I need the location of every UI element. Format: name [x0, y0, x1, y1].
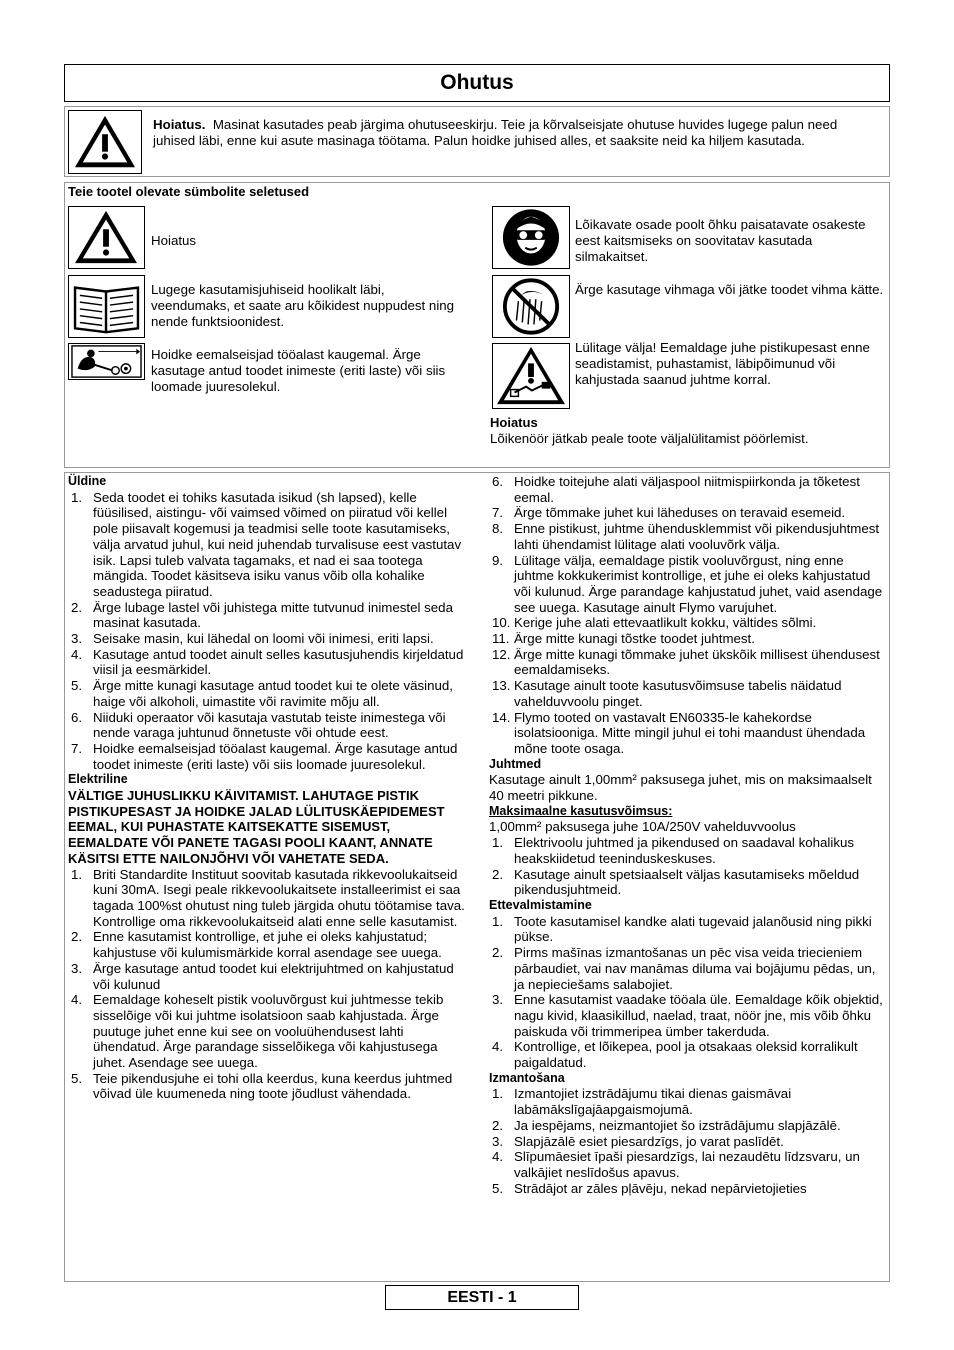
symbol-text-no-rain: Ärge kasutage vihmaga või jätke toodet vihma kätte.	[575, 282, 884, 297]
symbol-text-unplug: Lülitage välja! Eemaldage juhe pistikupesast enne seadistamist, puhastamist, läbipõimunud või kahjustada saanud juhtme korral.	[575, 340, 870, 387]
list-number: 1.	[492, 913, 504, 929]
list-item	[68, 631, 466, 647]
symbol-text-eye-protection: Lõikavate osade poolt õhku paisatavate osakeste eest kaitsmiseks on soovitatav kasutada silmakaitset.	[575, 217, 866, 264]
list-item-text: Briti Standardite Instituut soovitab kasutada rikkevoolukaitseid kuni 30mA. Isegi peale rikkevoolukaitsete installeerimist ei saa tagada 100%st ohutust ning tuleb järgida ohutu töötamise tava. Kontrollige oma rikkevoolukaitseid alati enne selle kasutamist.	[93, 866, 465, 929]
list-item-text: Slapjāzālē esiet piesardzīgs, jo varat paslīdēt.	[514, 1133, 784, 1149]
list-item-text: Ärge kasutage antud toodet kui elektrijuhtmed on kahjustatud või kulunud	[93, 960, 454, 992]
list-number: 2.	[71, 929, 83, 945]
list-item-text: Ärge mitte kunagi tõmmake juhet ükskõik millisest ühendusest eemaldamiseks.	[514, 646, 880, 678]
list-number: 3.	[71, 960, 83, 976]
list-number: 13.	[492, 678, 511, 694]
list-item	[68, 490, 466, 600]
list-number: 4.	[492, 1039, 504, 1055]
list-number: 5.	[71, 1070, 83, 1086]
note-text: Lõikenöör jätkab peale toote väljalülitamist pöörlemist.	[490, 431, 809, 446]
list-item-text: Ja iespējams, neizmantojiet šo izstrādājumu slapjāzālē.	[514, 1117, 841, 1133]
list-item	[68, 867, 466, 930]
list-number: 3.	[492, 1133, 504, 1149]
warning-text-block	[153, 117, 881, 149]
list-number: 10.	[492, 615, 511, 631]
left-column	[68, 474, 466, 1102]
list-item-text: Hoidke eemalseisjad tööalast kaugemal. Ärge kasutage antud toodet inimeste (eriti laste) või siis loomade juuresolekul.	[93, 740, 458, 772]
list-number: 4.	[492, 1149, 504, 1165]
list-item-text: Enne pistikust, juhtme ühendusklemmist või pikendusjuhtmest lahti ühendamist lülitage alati vooluvõrk välja.	[514, 521, 880, 552]
unplug-warning-icon	[492, 343, 570, 409]
manual-book-icon	[68, 275, 145, 338]
list-item-text: Ärge mitte kunagi kasutage antud toodet kui te olete väsinud, haige või alkoholi, uimastite või ravimite mõju all.	[93, 678, 453, 709]
list-item-text: Hoidke toitejuhe alati väljaspool niitmispiirkonda ja tõketest eemal.	[514, 474, 860, 505]
warning-label: Hoiatus.	[153, 117, 206, 132]
list-number: 5.	[71, 678, 83, 694]
list-item	[68, 647, 466, 678]
list-item-text: Strādājot ar zāles pļāvēju, nekad nepārvietojieties	[514, 1180, 807, 1196]
list-number: 12.	[492, 646, 511, 662]
list-item	[489, 1086, 885, 1117]
symbol-text-manual: Lugege kasutamisjuhiseid hoolikalt läbi, veendumaks, et saate aru kõikidest nuppudest ning nende funktsioonidest.	[151, 282, 455, 329]
list-number: 3.	[492, 992, 504, 1008]
list-item-text: Seisake masin, kui lähedal on loomi või inimesi, eriti lapsi.	[93, 631, 434, 647]
section-heading-preparation: Ettevalmistamine	[489, 897, 592, 912]
warning-text: Masinat kasutades peab järgima ohutuseeskirju. Teie ja kõrvalseisjate ohutuse huvides lugege palun need juhised läbi, enne kui asute masinaga töötama. Palun hoidke juhised alles, et saaksite neid ka hiljem kasutada.	[153, 117, 838, 148]
list-item-text: Kasutage ainult spetsiaalselt väljas kasutamiseks mõeldud pikendusjuhtmeid.	[514, 866, 860, 898]
list-item	[489, 867, 885, 898]
list-item	[489, 647, 885, 678]
page-title: Ohutus	[64, 64, 890, 102]
list-number: 3.	[71, 631, 83, 647]
list-item	[489, 1039, 885, 1070]
list-item-text: Lülitage välja, eemaldage pistik vooluvõrgust, ning enne juhtme kokkukerimist kontrollige, et juhe ei oleks kahjustatud või kulunud. Ärge parandage kahjustatud juhet, vaid asendage see uuega. Kasutage ainult Flymo varujuhet.	[514, 552, 883, 615]
list-item-text: Enne kasutamist kontrollige, et juhe ei oleks kahjustatud; kahjustuse või kulumismärkide korral asendage see uuega.	[93, 929, 442, 961]
list-item	[489, 992, 885, 1039]
list-item-text: Elektrivoolu juhtmed ja pikendused on saadaval kohalikus heakskiidetud teeninduskeskuses.	[514, 835, 855, 866]
list-number: 2.	[492, 945, 504, 961]
list-item-text: Pirms mašīnas izmantošanas un pēc visa veida triecieniem pārbaudiet, vai nav manāmas diluma vai bojājumu pēdas, un, ja nepieciešams salabojiet.	[514, 945, 876, 992]
list-item	[489, 678, 885, 709]
list-item-text: Kasutage ainult toote kasutusvõimsuse tabelis näidatud vahelduvvoolu pinget.	[514, 678, 842, 709]
list-item-text: Kontrollige, et lõikepea, pool ja otsakaas oleksid korralikult paigaldatud.	[514, 1039, 858, 1071]
list-item	[489, 521, 885, 552]
max-rating-text: 1,00mm² paksusega juhe 10A/250V vahelduvvoolus	[489, 819, 796, 835]
list-item-text: Enne kasutamist vaadake tööala üle. Eemaldage kõik objektid, nagu kivid, klaasikillud, naelad, traat, nöör jne, mis võib õhku paiskuda või trimmeripea ümber takerduda.	[514, 992, 883, 1039]
list-item	[68, 992, 466, 1071]
list-number: 7.	[71, 740, 83, 756]
list-item	[489, 631, 885, 647]
list-item-text: Kasutage antud toodet ainult selles kasutusjuhendis kirjeldatud viisil ja eesmärkidel.	[93, 646, 464, 678]
list-number: 4.	[71, 646, 83, 662]
list-number: 7.	[492, 505, 504, 521]
list-number: 1.	[71, 866, 83, 882]
list-item	[489, 914, 885, 945]
warning-box	[64, 106, 890, 177]
symbols-heading: Teie tootel olevate sümbolite seletused	[68, 184, 310, 199]
list-item	[68, 1071, 466, 1102]
list-item-text: Niiduki operaator või kasutaja vastutab teiste inimestega või nende varaga juhtunud õnnetuste või ohtude eest.	[93, 709, 446, 741]
list-item	[489, 835, 885, 866]
list-number: 4.	[71, 992, 83, 1008]
list-number: 9.	[492, 552, 504, 568]
list-item	[489, 553, 885, 616]
main-content-box	[64, 472, 890, 1282]
section-heading-electrical: Elektriline	[68, 772, 128, 787]
eye-protection-icon	[492, 206, 570, 269]
keep-bystanders-away-icon	[68, 343, 145, 380]
list-item-text: Teie pikendusjuhe ei tohi olla keerdus, kuna keerdus juhtmed võivad üle kuumeneda ning toote jõudlust vähendada.	[93, 1070, 453, 1102]
list-number: 2.	[492, 1117, 504, 1133]
section-heading-cables: Juhtmed	[489, 756, 542, 771]
list-item	[489, 1134, 885, 1150]
list-item	[489, 1149, 885, 1180]
list-item-text: Ärge mitte kunagi tõstke toodet juhtmest.	[514, 631, 755, 647]
list-item-text: Eemaldage koheselt pistik vooluvõrgust kui juhtmesse tekib sisselõige või kui juhtme isolatsioon saab kahjustada. Ärge puutuge juhet enne kui see on vooluühendusest lahti ühendatud. Ärge parandage sisselõikega või kahjustusega juhet. Asendage see uuega.	[93, 992, 444, 1071]
list-item-text: Flymo tooted on vastavalt EN60335-le kahekordse isolatsiooniga. Mitte mingil juhul ei tohi maandust ühendada mõne toote osaga.	[514, 709, 866, 756]
list-item	[68, 600, 466, 631]
electrical-caps-warning: VÄLTIGE JUHUSLIKKU KÄIVITAMIST. LAHUTAGE PISTIK PISTIKUPESAST JA HOIDKE JALAD LÜLITUSKÄEPIDEMEST EEMAL, KUI PUHASTATE KAITSEKATTE SISEMUST, EEMALDATE VÕI PANETE TAGASI POOLI KAANT, ANNATE KÄSITSI ETTE NAILONJÕHVI VÕI VAHETATE SEDA.	[68, 788, 445, 866]
list-item	[489, 945, 885, 992]
symbol-text-bystanders: Hoidke eemalseisjad tööalast kaugemal. Ärge kasutage antud toodet inimeste (eriti laste) või siis loomade juuresolekul.	[151, 347, 446, 394]
list-number: 1.	[71, 489, 83, 505]
list-item	[489, 1181, 885, 1197]
section-heading-general: Üldine	[68, 474, 107, 488]
list-item	[68, 741, 466, 772]
list-number: 1.	[492, 835, 504, 851]
list-item	[489, 710, 885, 757]
cables-text: Kasutage ainult 1,00mm² paksusega juhet, mis on maksimaalselt 40 meetri pikkune.	[489, 772, 872, 804]
list-item-text: Ärge tõmmake juhet kui läheduses on teravaid esemeid.	[514, 505, 846, 521]
list-item	[68, 710, 466, 741]
list-number: 2.	[492, 866, 504, 882]
page-footer: EESTI - 1	[385, 1285, 579, 1310]
list-item-text: Izmantojiet izstrādājumu tikai dienas gaismāvai labāmākslīgajāapgaismojumā.	[514, 1086, 792, 1118]
list-item	[68, 929, 466, 960]
list-number: 11.	[492, 631, 510, 647]
warning-triangle-icon	[68, 206, 145, 269]
max-rating-heading: Maksimaalne kasutusvõimsus:	[489, 803, 673, 818]
list-number: 5.	[492, 1180, 504, 1196]
list-item	[489, 505, 885, 521]
list-number: 14.	[492, 709, 511, 725]
list-number: 1.	[492, 1086, 504, 1102]
warning-triangle-icon	[68, 110, 142, 174]
list-item	[68, 678, 466, 709]
list-item-text: Seda toodet ei tohiks kasutada isikud (sh lapsed), kelle füüsilised, aistingu- või vaimsed võimed on piiratud või kellel pole piisavalt kogemusi ja teadmisi selle toote kasutamiseks, välja arvatud juhul, kui neid juhendab turvalisuse eest vastutav isik. Lapsi tuleb valvata tagamaks, et nad ei saa tootega mängida. Toodet käsitseva isiku vanus võib olla kohalike seadustega piiratud.	[93, 489, 462, 599]
list-number: 6.	[492, 474, 504, 489]
no-rain-icon	[492, 275, 570, 338]
list-item-text: Ärge lubage lastel või juhistega mitte tutvunud inimestel seda masinat kasutada.	[93, 599, 453, 631]
right-column	[489, 474, 885, 1196]
note-title: Hoiatus	[490, 415, 538, 430]
symbols-box	[64, 182, 890, 468]
list-item-text: Slīpumāesiet īpaši piesardzīgs, lai nezaudētu līdzsvaru, un valkājiet neslīdošus apavus.	[514, 1149, 860, 1180]
list-item	[489, 474, 885, 505]
list-item-text: Toote kasutamisel kandke alati tugevaid jalanõusid ning pikki pükse.	[514, 913, 872, 945]
list-item	[489, 1118, 885, 1134]
list-item	[68, 961, 466, 992]
list-item-text: Kerige juhe alati ettevaatlikult kokku, vältides sõlmi.	[514, 615, 817, 631]
symbol-text-warning: Hoiatus	[151, 233, 197, 248]
list-number: 8.	[492, 521, 504, 537]
list-item	[489, 615, 885, 631]
list-number: 6.	[71, 709, 83, 725]
section-heading-usage: Izmantošana	[489, 1070, 565, 1085]
list-number: 2.	[71, 599, 83, 615]
